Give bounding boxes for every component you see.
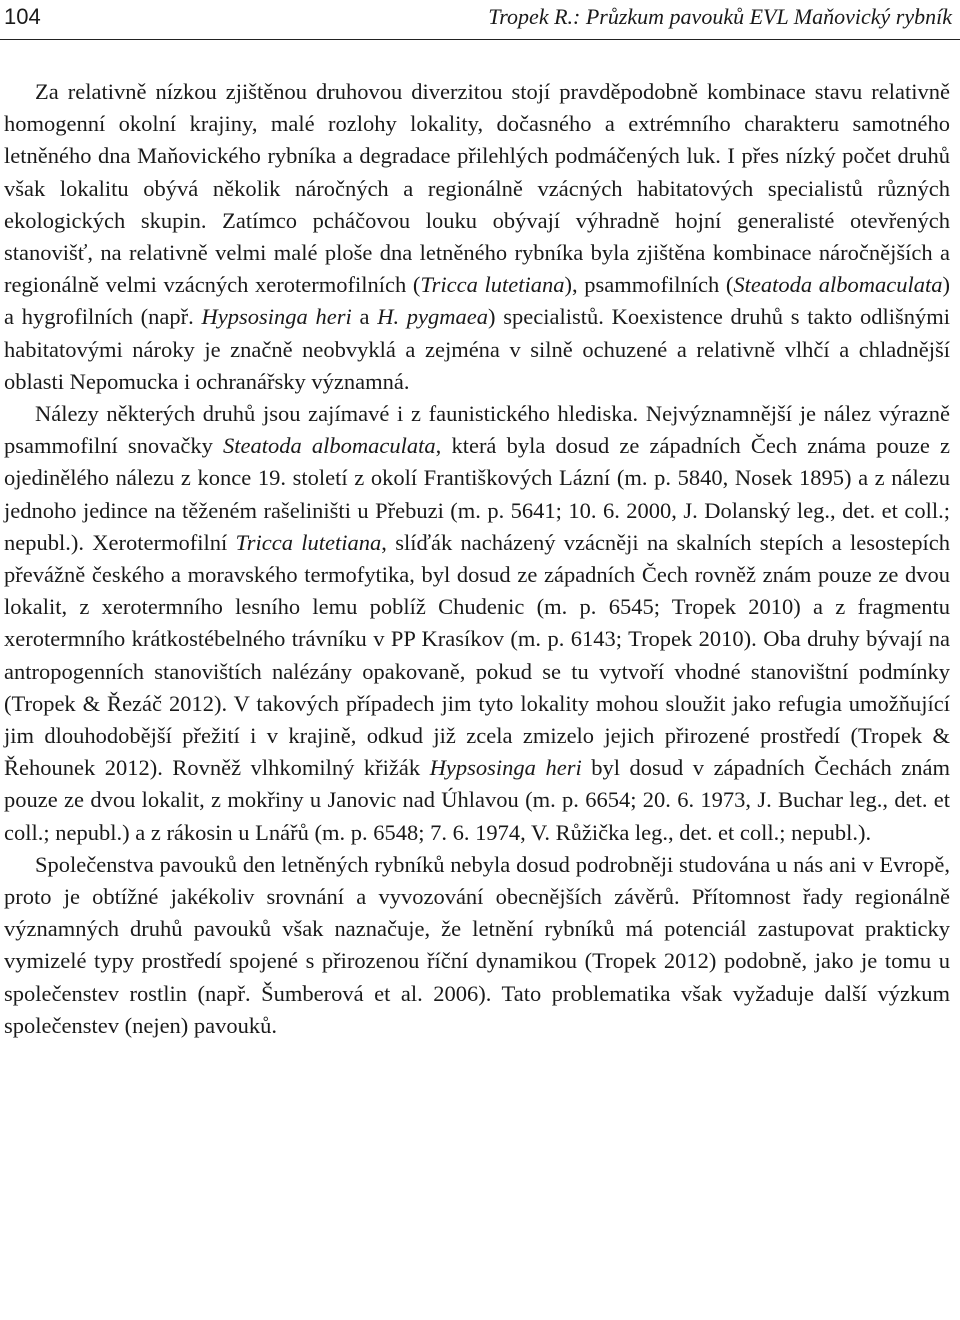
- running-title: Tropek R.: Průzkum pavouků EVL Maňovický rybník: [488, 4, 952, 29]
- species-name: Tricca lutetiana: [420, 272, 565, 298]
- species-name: Steatoda albomaculata: [733, 272, 943, 298]
- species-name: Hypsosinga heri: [201, 304, 352, 330]
- header-rule: [0, 39, 960, 40]
- page-number: 104: [4, 4, 41, 29]
- body-text: [4, 76, 950, 1042]
- species-name: H. pygmaea: [377, 304, 489, 330]
- text-segment: byl dosud v západních Čechách znám pouze ze dvou lokalit, z mokřiny u Janovic nad Úhlavou (m. p. 6654; 20. 6. 1973, J. Buchar leg., det. et coll.; nepubl.) a z rákosin u Lnářů (m. p. 6548; 7. 6. 1974, V. Růžička leg., det. et coll.; nepubl.).: [4, 755, 951, 845]
- paragraph: [4, 76, 950, 398]
- species-name: Hypsosinga heri: [429, 755, 582, 781]
- text-segment: ), psammofilních (: [564, 272, 734, 298]
- paragraph: [4, 849, 950, 1042]
- page-header: [0, 0, 960, 44]
- text-segment: ) specialistů. Koexistence druhů s takto odlišnými habitatovými nároky je značně neobvyklá a zejména v silně ochuzené a relativně vlhčí a chladnější oblasti Nepomucka i ochranářsky významná.: [4, 304, 950, 394]
- text-segment: Za relativně nízkou zjištěnou druhovou diverzitou stojí pravděpodobně kombinace stavu relativně homogenní okolní krajiny, malé rozlohy lokality, dočasného a extrémního charakteru samotného letněného dna Maňovického rybníka a degradace přilehlých podmáčených luk. I přes nízký počet druhů však lokalitu obývá několik náročných a regionálně vzácných habitatových specialistů různých ekologických skupin. Zatímco pcháčovou louku obývají výhradně hojní generalisté otevřených stanovišť, na relativně velmi malé ploše dna letněného rybníka byla zjištěna kombinace náročnějších a regionálně velmi vzácných xerotermofilních (: [4, 79, 950, 298]
- paragraph: [4, 398, 950, 849]
- text-segment: , slíďák nacházený vzácněji na skalních stepích a lesostepích převážně českého a moravského termofytika, byl dosud ze západních Čech rovněž znám pouze ze dvou lokalit, z xerotermního lesního lemu poblíž Chudenic (m. p. 6545; Tropek 2010) a z fragmentu xerotermního krátkostébelného trávníku v PP Krasíkov (m. p. 6143; Tropek 2010). Oba druhy bývají na antropogenních stanovištích nalézány opakovaně, pokud se tu vytvoří vhodné stanovištní podmínky (Tropek & Řezáč 2012). V takových případech jim tyto lokality mohou sloužit jako refugia umožňující jim dlouhodobější přežití i v krajině, odkud již zcela zmizelo jejich přirozené prostředí (Tropek & Řehounek 2012). Rovněž vlhkomilný křižák: [4, 529, 950, 781]
- text-segment: a: [351, 304, 378, 330]
- text-segment: Společenstva pavouků den letněných rybníků nebyla dosud podrobněji studována u nás ani v Evropě, proto je obtížné jakékoliv srovnání a vyvozování obecnějších závěrů. Přítomnost řady regionálně významných druhů pavouků však naznačuje, že letnění rybníků má potenciál zastupovat prakticky vymizelé typy prostředí spojené s přirozenou říční dynamikou (Tropek 2012) podobně, jako je tomu u společenstev rostlin (např. Šumberová et al. 2006). Tato problematika však vyžaduje další výzkum společenstev (nejen) pavouků.: [4, 851, 950, 1038]
- text-segment: , která byla dosud ze západních Čech známa pouze z ojedinělého nálezu z konce 19. století z okolí Františkových Lázní (m. p. 5840, Nosek 1895) a z nálezu jednoho jedince na těženém rašeliništi u Přebuzi (m. p. 5641; 10. 6. 2000, J. Dolanský leg., det. et coll.; nepubl.). Xerotermofilní: [4, 433, 950, 555]
- species-name: Tricca lutetiana: [235, 529, 382, 555]
- species-name: Steatoda albomaculata: [223, 433, 436, 459]
- text-segment: ) a hygrofilních (např.: [4, 272, 951, 330]
- text-segment: Nálezy některých druhů jsou zajímavé i z faunistického hlediska. Nejvýznamnější je nález výrazně psammofilní snovačky: [4, 401, 950, 459]
